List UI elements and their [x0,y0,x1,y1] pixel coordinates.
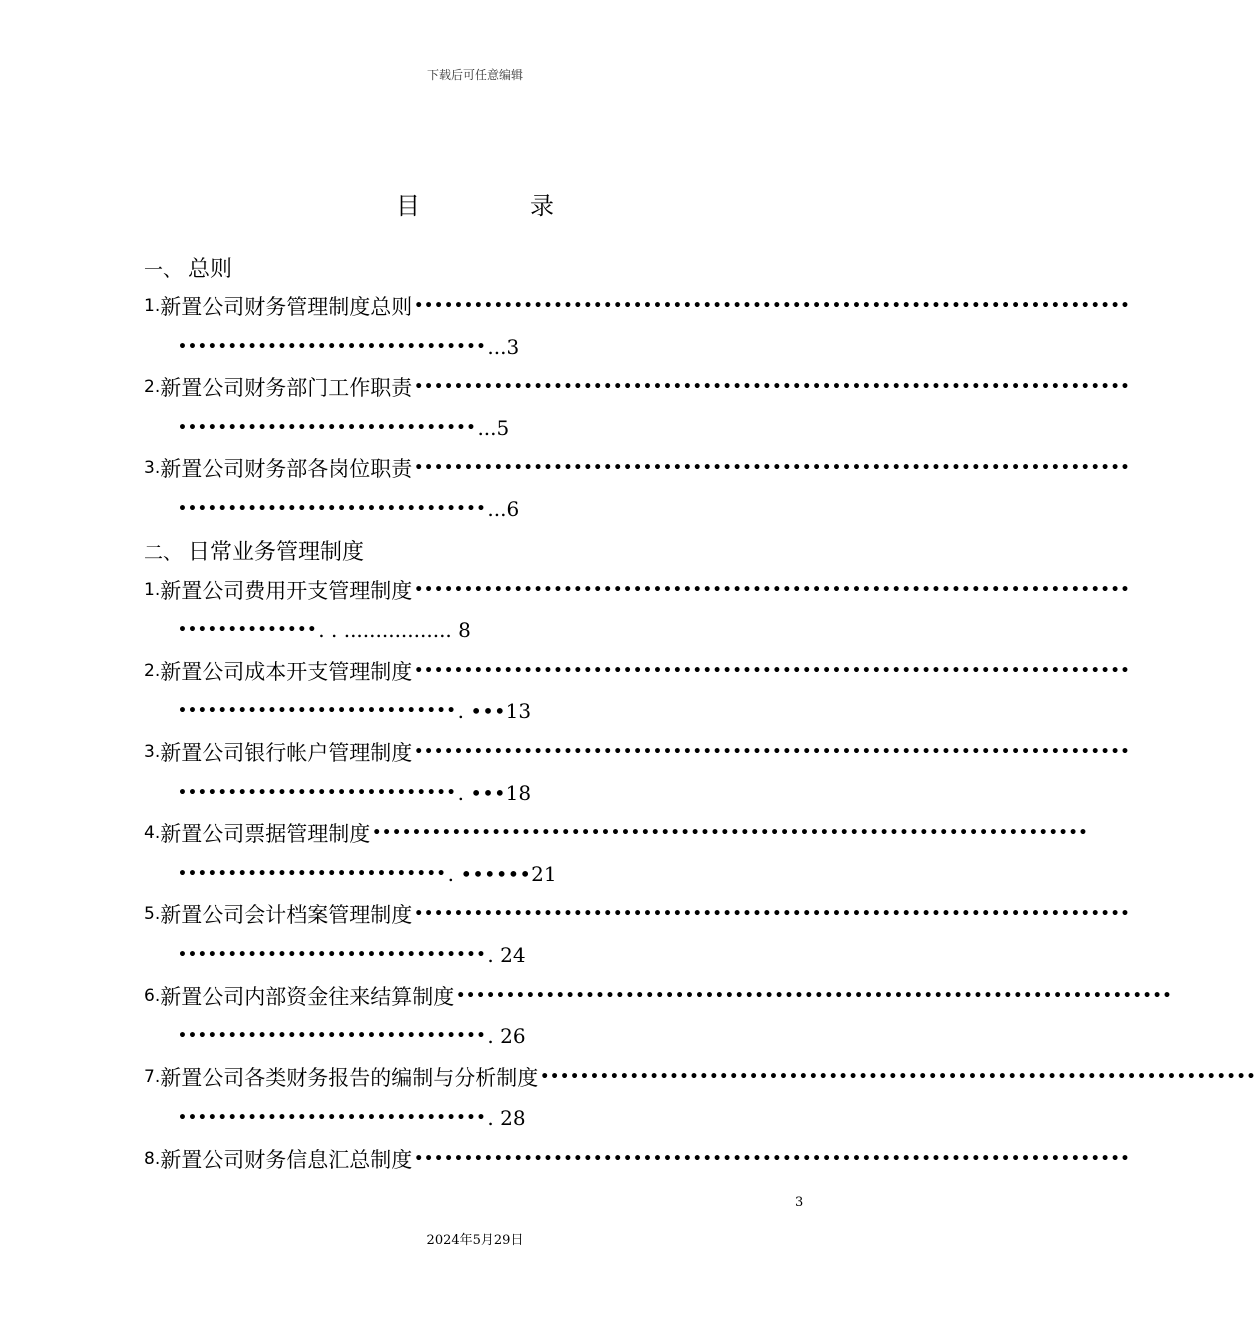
entry-title: 新置公司财务部门工作职责 [160,376,413,400]
entry-title: 新置公司各类财务报告的编制与分析制度 [160,1066,539,1090]
toc-entry[interactable] [144,897,1131,931]
dot-leader: •••••••••••••••••••••••••••••••••••••••••••••••••••••••••••••••••••••••• [414,663,1131,679]
entry-title: 新置公司票据管理制度 [160,822,371,846]
entry-page: . ••••••21 [447,862,557,886]
toc-entry-continuation [178,1019,526,1053]
entry-number: 8. [144,1149,161,1169]
dot-leader: •••••••••••••••••••••••••••••• [178,420,477,436]
toc-entry[interactable] [144,735,1131,769]
entry-title: 新置公司银行帐户管理制度 [160,741,413,765]
entry-title: 新置公司财务信息汇总制度 [160,1148,413,1172]
entry-page: . . ................. 8 [318,618,471,642]
entry-title: 新置公司财务管理制度总则 [160,295,413,319]
toc-entry[interactable] [144,451,1131,485]
toc-entry-continuation [178,1101,526,1135]
page-header: 下载后可任意编辑 [426,68,523,82]
dot-leader: ••••••••••••••••••••••••••••••• [178,501,487,517]
toc-entry-continuation [178,613,471,647]
toc-section-heading [144,252,232,283]
toc-section-heading [144,535,364,566]
dot-leader: •••••••••••••••••••••••••••• [178,703,457,719]
page-number: 3 [795,1195,804,1210]
entry-page: . •••18 [457,781,532,805]
dot-leader: •••••••••••••••••••••••••••• [178,785,457,801]
dot-leader: •••••••••••••• [178,622,318,638]
entry-page: ...6 [487,497,520,521]
entry-title: 新置公司成本开支管理制度 [160,660,413,684]
dot-leader: ••••••••••••••••••••••••••••••• [178,339,487,355]
dot-leader: •••••••••••••••••••••••••••••••••••••••••••••••••••••••••••••••••••••••• [414,1151,1131,1167]
dot-leader: •••••••••••••••••••••••••••••••••••••••••••••••••••••••••••••••••••••••• [540,1069,1257,1085]
entry-number: 5. [144,904,161,924]
toc-entry-continuation [178,938,526,972]
entry-number: 7. [144,1067,161,1087]
toc-entry[interactable] [144,1142,1131,1176]
toc-entry-continuation [178,857,557,891]
section-title: 日常业务管理制度 [188,540,365,565]
entry-number: 1. [144,580,161,600]
toc-entry-continuation [178,492,519,526]
section-number: 二、 [144,542,183,564]
entry-number: 2. [144,661,161,681]
toc-title: 目录 [396,192,664,220]
toc-entry-continuation [178,694,531,728]
dot-leader: •••••••••••••••••••••••••••••••••••••••••••••••••••••••••••••••••••••••• [414,379,1131,395]
dot-leader: •••••••••••••••••••••••••••••••••••••••••••••••••••••••••••••••••••••••• [372,825,1089,841]
dot-leader: •••••••••••••••••••••••••••••••••••••••••••••••••••••••••••••••••••••••• [414,906,1131,922]
dot-leader: ••••••••••••••••••••••••••••••• [178,947,487,963]
entry-title: 新置公司内部资金往来结算制度 [160,985,455,1009]
toc-entry[interactable] [144,289,1131,323]
entry-page: ...3 [487,335,520,359]
entry-page: . •••13 [457,699,532,723]
entry-number: 3. [144,742,161,762]
entry-title: 新置公司费用开支管理制度 [160,579,413,603]
toc-entry-continuation [178,411,509,445]
entry-page: . 24 [487,943,526,967]
page-footer-date: 2024年5月29日 [426,1233,524,1248]
section-number: 一、 [144,259,183,281]
toc-entry[interactable] [144,573,1131,607]
entry-title: 新置公司财务部各岗位职责 [160,457,413,481]
entry-number: 1. [144,296,161,316]
entry-page: ...5 [477,416,510,440]
toc-entry[interactable] [144,979,1173,1013]
toc-entry[interactable] [144,1060,1257,1094]
entry-page: . 28 [487,1106,526,1130]
toc-entry-continuation [178,776,531,810]
dot-leader: ••••••••••••••••••••••••••••••• [178,1110,487,1126]
dot-leader: ••••••••••••••••••••••••••••••• [178,1028,487,1044]
entry-page: . 26 [487,1024,526,1048]
entry-number: 3. [144,458,161,478]
entry-number: 2. [144,377,161,397]
dot-leader: ••••••••••••••••••••••••••• [178,866,447,882]
dot-leader: •••••••••••••••••••••••••••••••••••••••••••••••••••••••••••••••••••••••• [414,582,1131,598]
dot-leader: •••••••••••••••••••••••••••••••••••••••••••••••••••••••••••••••••••••••• [414,298,1131,314]
toc-entry[interactable] [144,370,1131,404]
dot-leader: •••••••••••••••••••••••••••••••••••••••••••••••••••••••••••••••••••••••• [456,988,1173,1004]
section-title: 总则 [188,257,233,282]
entry-title: 新置公司会计档案管理制度 [160,903,413,927]
entry-number: 4. [144,823,161,843]
entry-number: 6. [144,986,161,1006]
toc-entry[interactable] [144,654,1131,688]
dot-leader: •••••••••••••••••••••••••••••••••••••••••••••••••••••••••••••••••••••••• [414,460,1131,476]
toc-entry-continuation [178,330,519,364]
dot-leader: •••••••••••••••••••••••••••••••••••••••••••••••••••••••••••••••••••••••• [414,744,1131,760]
toc-entry[interactable] [144,816,1089,850]
